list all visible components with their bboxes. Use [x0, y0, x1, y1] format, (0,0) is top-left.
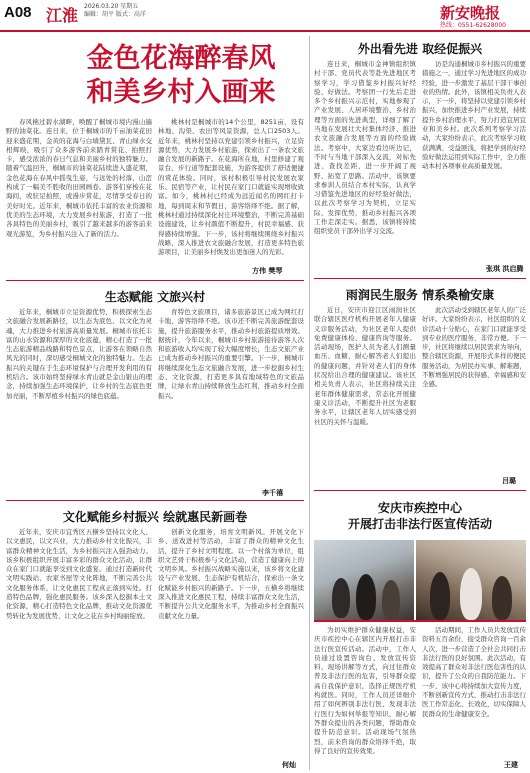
- section-title: 江淮: [46, 6, 79, 25]
- person-shape: [382, 580, 400, 620]
- article6-body-left: 为切实维护群众健康权益，安庆市疾控中心在辖区内开展打击非法行医宣传活动。活动中，工作人员通过设置咨询台、发放宣传资料、现场讲解等方式，向过往群众普及非法行医的危害，引导群众提高自我保护意识，选择正规医疗机构就医。同时，工作人员还详细介绍了如何辨别非法行医、发现非法行医行为如何举报等知识，耐心解答群众提出的各类问题，帮助群众提升防范意识。活动现场气氛热烈，前来咨询的群众络绎不绝，取得了良好的宣传效果。: [314, 626, 416, 755]
- article3-body-right: 创新文化服务，培育文明新风。开展文化下乡、送戏进村等活动，丰富了群众的精神文化生活，提升了乡村文明程度。以一个村落为单位，组织文艺骨干积极参与文化活动，营造了健康向上的文明乡风。乡村振兴战略实施以来，该乡将文化建设与产业发展、生态保护有机结合，探索出一条文化赋能乡村振兴的新路子。下一步，五横乡将继续深入推进文化惠民工程，持续丰富群众文化生活，不断提升公共文化服务水平，为推动乡村全面振兴贡献文化力量。: [158, 528, 304, 620]
- article4-headline: 外出看先进 取经促振兴: [357, 42, 483, 56]
- article2-body-left: 近年来，桐城市立足资源优势，积极探索生态文旅融合发展新路径，以生态为底色、以文化为灵魂，大力推进乡村旅游高质量发展。桐城市依托丰富的山水资源和深厚的文化底蕴，精心打造了一批生态旅游精品线路和特色景点，让游客在领略自然风光的同时，深切感受桐城文化的独特魅力。生态振兴的关键在于生态环境保护与合理开发利用的有机结合。该市始终坚持绿水青山就是金山银山的理念，持续加强生态环境保护，让乡村的生态底色更加亮丽，不断厚植乡村振兴的绿色底蕴。: [6, 308, 152, 400]
- masthead: [0, 0, 530, 32]
- newspaper-logo: 新安晚报: [440, 4, 501, 22]
- issue-date: 2026.03.20 星期五: [84, 3, 139, 10]
- issue-editors: 编辑：胡平 版式：高洋: [84, 11, 146, 18]
- article5-byline: 吕璐: [502, 477, 516, 485]
- article1-headline: [56, 42, 306, 110]
- article4-body-left: 连日来，桐城市金神镇组织镇村干部、党员代表等赴先进地区考察学习，学习借鉴乡村振兴好经验、好做法。考察团一行先后走进多个乡村振兴示范村，实地参观了产业发展、人居环境整治、乡村治理等方面的先进典型，详细了解了当地在发展壮大村集体经济、推进农文旅融合发展等方面的经验做法。考察中，大家边看边听边记，不时与当地干部深入交流，对标先进、查找差距，进一步开阔了视野、拓宽了思路。活动中，该镇要求参训人员结合本村实际，认真学习借鉴先进地区的好经验好做法，以此次考察学习为契机，立足实际、发挥优势，推动乡村振兴各项工作走深走实。据悉，该镇将持续组织党员干部外出学习交流。: [314, 60, 416, 236]
- photo-caption-bar: [314, 620, 526, 622]
- hotline: 热线：0551-62628000: [440, 22, 506, 29]
- article6-headline-line1: 安庆市疾控中心: [377, 501, 462, 515]
- issue-meta: [84, 3, 146, 19]
- article1-headline-line1: 金色花海醉春风: [86, 43, 276, 74]
- article6-headline-line2: 开展打击非法行医宣传活动: [347, 517, 492, 531]
- article2-byline: 李千禧: [262, 489, 283, 497]
- article5-body-right: 此次活动受到辖区老年人的广泛好评。大家纷纷表示，社区组织的义诊活动十分贴心，在家门口就能享受到专业的医疗服务，非常方便。下一步，社区将继续以居民需求为导向，整合辖区资源，开展形式多样的便民服务活动，为居民办实事、解难题，不断增强居民的获得感、幸福感和安全感。: [422, 306, 526, 389]
- person-shape: [460, 568, 482, 620]
- person-shape: [430, 572, 450, 620]
- article1-headline-line2: 和美乡村入画来: [86, 77, 276, 108]
- article1-body-right: 桃林村是桐城市的14个公里，8251亩，设有林地、沟渠、农田等风景资源，总人口2503人。近年来，桃林村坚持以党建引领乡村振兴，立足资源优势，大力发展乡村旅游，探索出了一条农文旅融合发展的新路子。在花海所在地，村里修建了观景台、步行道等配套设施，为游客提供了舒适便捷的赏花体验。同时，该村积极引导村民发展农家乐、民宿等产业，让村民在家门口就能实现增收致富。如今，桃林村已经成为远近闻名的网红打卡地，每到周末和节假日，游客络绎不绝。据了解，桃林村通过持续深化村庄环境整治，不断完善基础设施建设，让乡村颜值不断提升，村民幸福感、获得感持续增强。下一步，该村将继续围绕乡村振兴战略，深入推进农文旅融合发展，打造更多特色旅游项目，让美丽乡村焕发出更加迷人的光彩。: [158, 118, 304, 257]
- article3-headline: 文化赋能乡村振兴 绘就惠民新画卷: [62, 510, 248, 524]
- article1-body-left: 春风拂过碧水湖畔，唤醒了桐城市境内漫山遍野的油菜花。连日来，位于桐城市的千亩油菜花田迎来盛花期，金黄的花海与白墙黛瓦、青山绿水交相辉映，吸引了众多游客前来踏青赏花、拍照打卡，感受浓浓的春日气息和美丽乡村的独特魅力。随着气温回升，桐城市的油菜花陆续进入盛花期，金色花海在春风中摇曳生姿，与远处的村落、山峦构成了一幅美不胜收的田园画卷。游客们穿梭在花海间，或驻足拍照，或漫步赏花，尽情享受春日的美好时光。近年来，桐城市依托丰富的农业资源和优美的生态环境，大力发展乡村旅游，打造了一批各具特色的美丽乡村，吸引了越来越多的游客前来观光游览，为乡村振兴注入了新的活力。: [6, 118, 152, 238]
- article6-headline: [314, 500, 526, 532]
- article4-body-right: 访是沟通桐城市乡村振兴的重要措施之一，通过学习先进地区的成功经验，进一步激发了基层干部干事创业的热情。此外，该镇相关负责人表示，下一步，将坚持以党建引领乡村振兴，加快推进乡村产业发展，持续提升乡村治理水平，努力打造宜居宜业和美乡村。此次系列考察学习活动，大家纷纷表示，此次考察学习收获满满、受益匪浅，将把学到的好经验好做法运用到实际工作中，全力推动本村各项事业高质量发展。: [422, 60, 526, 171]
- article1-byline: 方伟 樊琴: [252, 267, 283, 275]
- article3-body-left: 近年来，安庆市宜秀区五横乡坚持以文化人、以文惠民，以文兴业，大力推动乡村文化振兴，丰富群众精神文化生活，为乡村振兴注入强劲动力。该乡积极组织开展丰富多彩的群众文化活动，让群众在家门口就能享受到文化盛宴。通过打造新时代文明实践站、农家书屋等文化阵地，不断完善公共文化服务体系，让文化惠民工程真正落到实处。打造特色品牌，强化惠民服务。该乡深入挖掘本土文化资源，精心打造特色文化品牌，推动文化资源优势转化为发展优势，让文化之花在乡村绚丽绽放。: [6, 528, 152, 620]
- article6-body-right: 活动期间，工作人员共发放宣传资料五百余份，接受群众咨询一百余人次，进一步营造了全社会共同打击非法行医的良好氛围。此次活动，有效提高了群众对非法行医危害性的认识，提升了公众的自我防范能力。下一步，该中心将持续加大宣传力度，不断创新宣传方式，推动打击非法行医工作常态化、长效化，切实保障人民群众的生命健康安全。: [422, 626, 526, 718]
- photo-outreach-right: [416, 540, 526, 620]
- photo-outreach-left: [314, 540, 414, 620]
- divider: [314, 490, 526, 491]
- column-divider: [309, 36, 310, 770]
- article5-headline: 雨润民生服务 情系桑榆安康: [345, 288, 495, 302]
- person-shape: [332, 578, 350, 618]
- article3-byline: 何灿: [282, 761, 296, 769]
- person-shape: [356, 574, 376, 620]
- divider: [6, 280, 304, 281]
- page-number: A08: [4, 4, 32, 21]
- person-shape: [492, 576, 512, 620]
- article5-body-left: 近日，安庆市迎江区雨润社区联合辖区医疗机构开展老年人健康义诊服务活动，为社区老年人提供免费健康体检、健康咨询等服务。活动现场，医护人员为老人们测量血压、血糖，耐心解答老人们提出的健康问题，并针对老人们的身体状况给出合理的健康建议。该社区相关负责人表示，社区将持续关注老年群体健康需求，常态化开展健康义诊活动，不断提升社区为老服务水平，让辖区老年人切实感受到社区的关怀与温暖。: [314, 306, 416, 426]
- article2-body-right: 育特色文旅项目，诸多旅游景区已成为网红打卡地，游客络绎不绝。该市还不断完善旅游配套设施，提升旅游服务水平，推动乡村旅游提质增效。据统计，今年以来，桐城市乡村旅游接待游客人次和旅游收入均实现了较大幅度增长，生态文旅产业已成为推动乡村振兴的重要引擎。下一步，桐城市将继续深化生态文旅融合发展，进一步挖掘乡村生态、文化资源，打造更多具有地域特色的文旅品牌，让绿水青山持续释放生态红利，推动乡村全面振兴。: [158, 308, 304, 400]
- divider: [6, 500, 304, 501]
- article4-byline: 张琪 洪启腾: [486, 265, 524, 273]
- article2-headline: 生态赋能 文旅兴村: [104, 290, 206, 304]
- article6-byline: 王建: [504, 761, 518, 769]
- divider: [314, 278, 526, 279]
